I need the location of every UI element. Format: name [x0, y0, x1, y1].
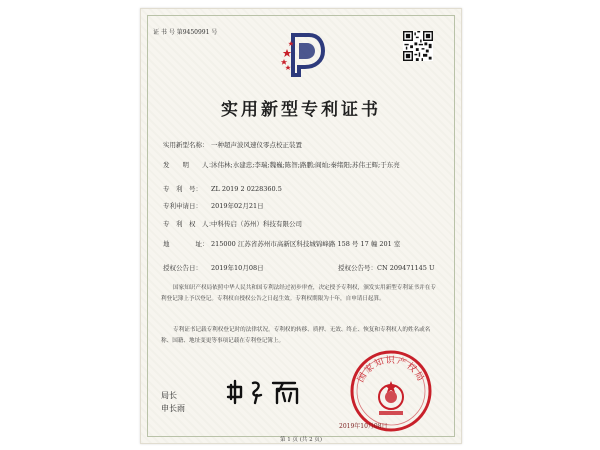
certificate-title: 实用新型专利证书	[221, 100, 381, 120]
field-label: 发 明 人：	[163, 161, 215, 169]
svg-text:国家知识产权局	[355, 354, 426, 384]
field-label: 专利申请日：	[163, 202, 202, 210]
field-label: 授权公告日：	[163, 264, 202, 272]
field-value: 215000 江苏省苏州市高新区科技城锦峰路 158 号 17 幢 201 室	[211, 240, 401, 248]
field-value: 中科传启（苏州）科技有限公司	[211, 220, 302, 228]
field-label: 地 址：	[163, 240, 209, 248]
announcement-number: 授权公告号：CN 209471145 U	[338, 264, 435, 272]
field-value: 2019年02月21日	[211, 202, 264, 210]
seal-date: 2019年10月08日	[339, 423, 388, 430]
field-label: 实用新型名称：	[163, 141, 209, 149]
qr-code	[403, 31, 433, 61]
field-label: 专 利 号：	[163, 185, 202, 193]
certificate-paragraph-legal: 专利证书记载专利权登记时的法律状况。专利权的转移、质押、无效、终止、恢复和专利权人的姓名或名称、国籍、地址变更等事项记载在专利登记簿上。	[161, 327, 431, 344]
field-value: 一种超声波风速仪零点校正装置	[211, 141, 302, 149]
field-value: ZL 2019 2 0228360.5	[211, 185, 282, 193]
field-value: 沐伟林;水建忠;李瑞;魏巍;陈智;路鹏;阎灿;秦绪阳;苏伟王辉;于东亮	[211, 161, 400, 169]
director-name: 申长雨	[161, 404, 185, 413]
seal-text: 国家知识产权局	[356, 356, 426, 385]
page-number: 第 1 页 (共 2 页)	[279, 437, 323, 443]
field-label: 专 利 权 人：	[163, 220, 215, 228]
cnipa-logo-icon	[279, 29, 325, 77]
patent-certificate	[140, 8, 462, 444]
director-signature	[225, 377, 313, 405]
certificate-number: 证 书 号 第9450991 号	[153, 29, 218, 36]
certificate-paragraph-grant: 国家知识产权局依照中华人民共和国专利法经过初步审查，决定授予专利权，颁发实用新型专利证书并在专利登记簿上予以登记。专利权自授权公告之日起生效。专利权期限为十年，自申请日起算。	[161, 285, 436, 302]
director-title: 局长	[161, 391, 177, 400]
field-value: 2019年10月08日	[211, 264, 264, 272]
